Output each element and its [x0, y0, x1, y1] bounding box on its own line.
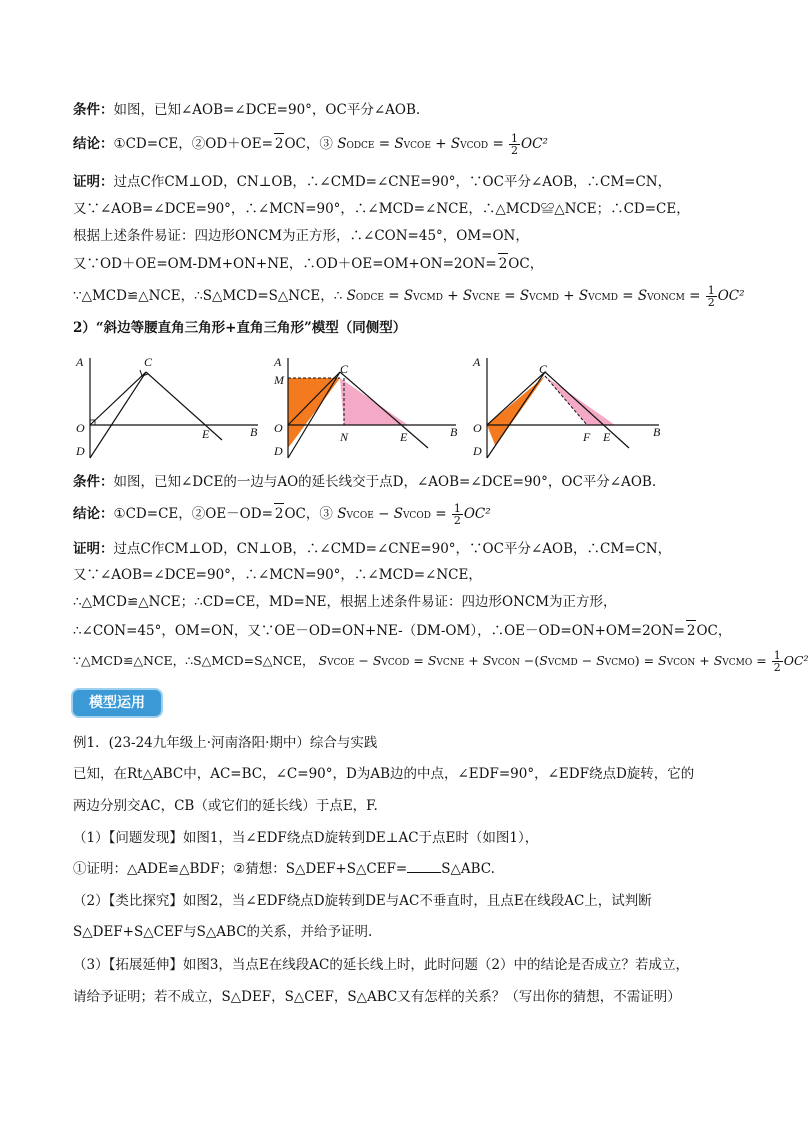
s-symbol: S: [596, 653, 605, 668]
sqrt-2: 2: [274, 133, 285, 154]
label-c: C: [340, 362, 349, 376]
question-2: （2）【类比探究】如图2，当∠EDF绕点D旋转到DE与AC不垂直时，且点E在线段AC上，试判断: [73, 893, 652, 909]
s-symbol: S: [318, 653, 328, 668]
s1-proof-1: [73, 172, 671, 192]
s-symbol: S: [539, 653, 548, 668]
s-symbol: S: [519, 288, 530, 304]
proof-text: 过点C作CM⊥OD，CN⊥OB，∴∠CMD=∠CNE=90°，∵OC平分∠AOB，∴CM=CN，: [113, 174, 672, 190]
plus: +: [468, 653, 479, 668]
label-a: A: [274, 355, 282, 369]
s-symbol: S: [403, 288, 414, 304]
s-symbol: S: [578, 288, 589, 304]
frac-num: 1: [511, 132, 519, 145]
label-c: C: [539, 362, 548, 376]
proof-label: 证明：: [73, 541, 114, 557]
eq: =: [492, 136, 504, 152]
s2-condition: [73, 472, 656, 492]
sub-vcne: VCNE: [472, 293, 500, 303]
sub-vcne: VCNE: [436, 658, 465, 668]
q1b-text: ①证明：△ADE≌△BDF；②猜想：S△DEF+S△CEF=: [73, 861, 408, 877]
frac-den: 2: [453, 514, 461, 527]
sub-vcod: VCOD: [460, 141, 489, 151]
s2-conclusion: [73, 503, 491, 526]
cond-label: 条件：: [73, 474, 114, 490]
concl-label: 结论：: [73, 506, 114, 522]
segment-dc: [90, 372, 146, 458]
minus: −: [523, 653, 535, 668]
s1-proof-3: 根据上述条件易证：四边形ONCM为正方形，∴∠CON=45°，OM=ON，: [73, 228, 529, 244]
sub-voncm: VONCM: [647, 293, 685, 303]
s1-condition: [73, 100, 420, 120]
sub-vcmd: VCMD: [529, 293, 559, 303]
eq: =: [378, 136, 391, 152]
concl-text-b: OC，③: [284, 136, 333, 152]
label-o: O: [473, 421, 482, 435]
oc-squared: OC²: [463, 506, 491, 522]
s2-proof-3: ∴△MCD≌△NCE；∴CD=CE，MD=NE，根据上述条件易证：四边形ONCM为正方形，: [73, 594, 617, 610]
sub-odce: ODCE: [355, 293, 384, 303]
sub-vcoe: VCOE: [346, 511, 374, 521]
concl-text-b: OC，③: [284, 506, 333, 522]
s2-heading: 2）“斜边等腰直角三角形+直角三角形”模型（同侧型）: [73, 320, 407, 336]
s2-proof-1: [73, 539, 671, 559]
sub-vcmd: VCMD: [588, 293, 618, 303]
frac-den: 2: [707, 296, 715, 309]
sub-vcmd: VCMD: [413, 293, 443, 303]
question-2b: S△DEF+S△CEF与S△ABC的关系，并给予证明.: [73, 924, 373, 940]
sqrt-2: 2: [274, 503, 285, 524]
figure-1: [70, 348, 270, 463]
s1-conclusion: [73, 133, 548, 156]
answer-blank[interactable]: [407, 872, 441, 873]
s1-proof-2: 又∵∠AOB=∠DCE=90°，∴∠MCN=90°，∴∠MCD=∠NCE，∴△MCD≌△NCE；∴CD=CE，: [73, 201, 690, 217]
segment-oc: [487, 372, 545, 425]
fraction-half: [772, 650, 783, 673]
figure-3: [467, 348, 672, 463]
sub-vcod: VCOD: [402, 511, 431, 521]
pink-region: [545, 376, 615, 425]
sub-vcon: VCON: [666, 658, 696, 668]
eq: =: [435, 506, 447, 522]
figure-2: [268, 348, 468, 463]
concl-label: 结论：: [73, 136, 114, 152]
s-symbol: S: [658, 653, 667, 668]
proof-text: 又∵OD＋OE=OM-DM+ON+NE，∴OD＋OE=OM+ON=2ON=: [73, 256, 497, 272]
minus: −: [358, 653, 369, 668]
eq: =: [643, 653, 655, 668]
proof-label: 证明：: [73, 174, 114, 190]
cond-text: 如图，已知∠AOB=∠DCE=90°，OC平分∠AOB.: [113, 102, 421, 118]
s-symbol: S: [337, 506, 347, 522]
cond-label: 条件：: [73, 102, 114, 118]
label-o: O: [274, 421, 283, 435]
eq: =: [756, 653, 767, 668]
oc-squared: OC²: [783, 653, 809, 668]
s-symbol: S: [372, 653, 382, 668]
s-symbol: S: [462, 288, 473, 304]
label-b: B: [250, 425, 258, 439]
label-n: N: [340, 430, 349, 444]
label-d: D: [473, 444, 482, 458]
s-symbol: S: [346, 288, 356, 304]
sub-vcmo: VCMO: [722, 658, 753, 668]
sub-vcon: VCON: [491, 658, 520, 668]
question-1b: [73, 859, 495, 879]
label-e: E: [202, 427, 210, 441]
s1-proof-4: [73, 253, 543, 274]
sqrt-2: 2: [686, 620, 697, 641]
proof-text: ∵△MCD≌△NCE，∴S△MCD=S△NCE，∴: [73, 288, 343, 304]
sub-odce: ODCE: [346, 141, 375, 151]
frac-den: 2: [773, 661, 781, 674]
oc-squared: OC²: [717, 288, 745, 304]
s-symbol: S: [713, 653, 723, 668]
proof-text: ∵△MCD≌△NCE，∴S△MCD=S△NCE，: [73, 653, 315, 668]
example-p2: 两边分别交AC，CB（或它们的延长线）于点E，F.: [73, 798, 378, 814]
proof-text: ∴∠CON=45°，OM=ON，又∵OE－OD=ON+NE-（DM-OM），∴OE－OD=ON+OM=2ON=: [73, 623, 685, 639]
fraction-half: [509, 133, 520, 156]
label-m: M: [274, 373, 284, 387]
label-a: A: [76, 355, 84, 369]
frac-den: 2: [511, 144, 519, 157]
s-symbol: S: [427, 653, 437, 668]
eq: =: [504, 288, 516, 304]
proof-text: 过点C作CM⊥OD，CN⊥OB，∴∠CMD=∠CNE=90°，∵OC平分∠AOB，∴CM=CN，: [113, 541, 672, 557]
s2-proof-4: [73, 620, 731, 641]
segment-dc: [487, 372, 545, 458]
label-o: O: [76, 421, 85, 435]
q1b-text: S△ABC.: [441, 861, 495, 877]
minus: −: [378, 506, 390, 522]
proof-text: OC，: [508, 256, 544, 272]
plus: +: [447, 288, 459, 304]
segment-ce: [146, 372, 222, 440]
s2-proof-2: 又∵∠AOB=∠DCE=90°，∴∠MCN=90°，∴∠MCD=∠NCE，: [73, 567, 482, 583]
sub-vcmd: VCMD: [547, 658, 578, 668]
label-e: E: [603, 430, 611, 444]
fraction-half: [452, 503, 463, 526]
sub-vcod: VCOD: [381, 658, 410, 668]
label-e: E: [400, 430, 408, 444]
s1-proof-5: [73, 285, 745, 308]
sub-vcoe: VCOE: [327, 658, 355, 668]
eq: =: [689, 288, 701, 304]
label-d: D: [274, 444, 283, 458]
cond-text: 如图，已知∠DCE的一边与AO的延长线交于点D，∠AOB=∠DCE=90°，OC平分∠AOB.: [113, 474, 657, 490]
s-symbol: S: [450, 136, 461, 152]
label-a: A: [473, 355, 481, 369]
sub-vcmo: VCMO: [604, 658, 635, 668]
frac-num: 1: [707, 284, 715, 297]
example-title: 例1．(23-24九年级上·河南洛阳·期中）综合与实践: [73, 735, 378, 751]
s-symbol: S: [637, 288, 648, 304]
label-b: B: [450, 425, 458, 439]
eq: =: [413, 653, 424, 668]
concl-text-a: ①CD=CE，②OD＋OE=: [113, 136, 273, 152]
eq: =: [622, 288, 634, 304]
question-1: （1）【问题发现】如图1，当∠EDF绕点D旋转到DE⊥AC于点E时（如图1），: [73, 830, 539, 846]
oc-squared: OC²: [521, 136, 548, 152]
s-symbol: S: [337, 136, 347, 152]
segment-oc: [90, 372, 146, 425]
s-symbol: S: [394, 136, 404, 152]
frac-num: 1: [453, 502, 461, 515]
concl-text-a: ①CD=CE，②OE－OD=: [113, 506, 273, 522]
section-badge: 模型运用: [73, 690, 161, 716]
label-f: F: [583, 430, 591, 444]
label-c: C: [144, 355, 153, 369]
sub-vcoe: VCOE: [403, 141, 431, 151]
question-3b: 请给予证明；若不成立，S△DEF，S△CEF，S△ABC又有怎样的关系？（写出你的猜想，不需证明）: [73, 989, 681, 1005]
s-symbol: S: [482, 653, 492, 668]
plus: +: [435, 136, 447, 152]
fraction-half: [706, 285, 717, 308]
label-b: B: [653, 425, 661, 439]
sqrt-2: 2: [498, 253, 509, 274]
s-symbol: S: [393, 506, 403, 522]
frac-num: 1: [773, 649, 781, 662]
minus: −: [581, 653, 593, 668]
eq: =: [388, 288, 400, 304]
plus: +: [699, 653, 710, 668]
example-p1: 已知，在Rt△ABC中，AC=BC，∠C=90°，D为AB边的中点，∠EDF=90°，∠EDF绕点D旋转，它的: [73, 766, 695, 782]
proof-text: OC，: [696, 623, 732, 639]
question-3: （3）【拓展延伸】如图3，当点E在线段AC的延长线上时，此时问题（2）中的结论是否成立？若成立，: [73, 957, 689, 973]
s2-proof-5: ∵△MCD≌△NCE，∴S△MCD=S△NCE， SVCOE − SVCOD = SVCNE + SVCON −(SVCMD − SVCMO) = SVCON + SVCMO = $\frac{1}{2}$ OC²: [73, 649, 809, 674]
label-d: D: [76, 444, 85, 458]
plus: +: [563, 288, 575, 304]
